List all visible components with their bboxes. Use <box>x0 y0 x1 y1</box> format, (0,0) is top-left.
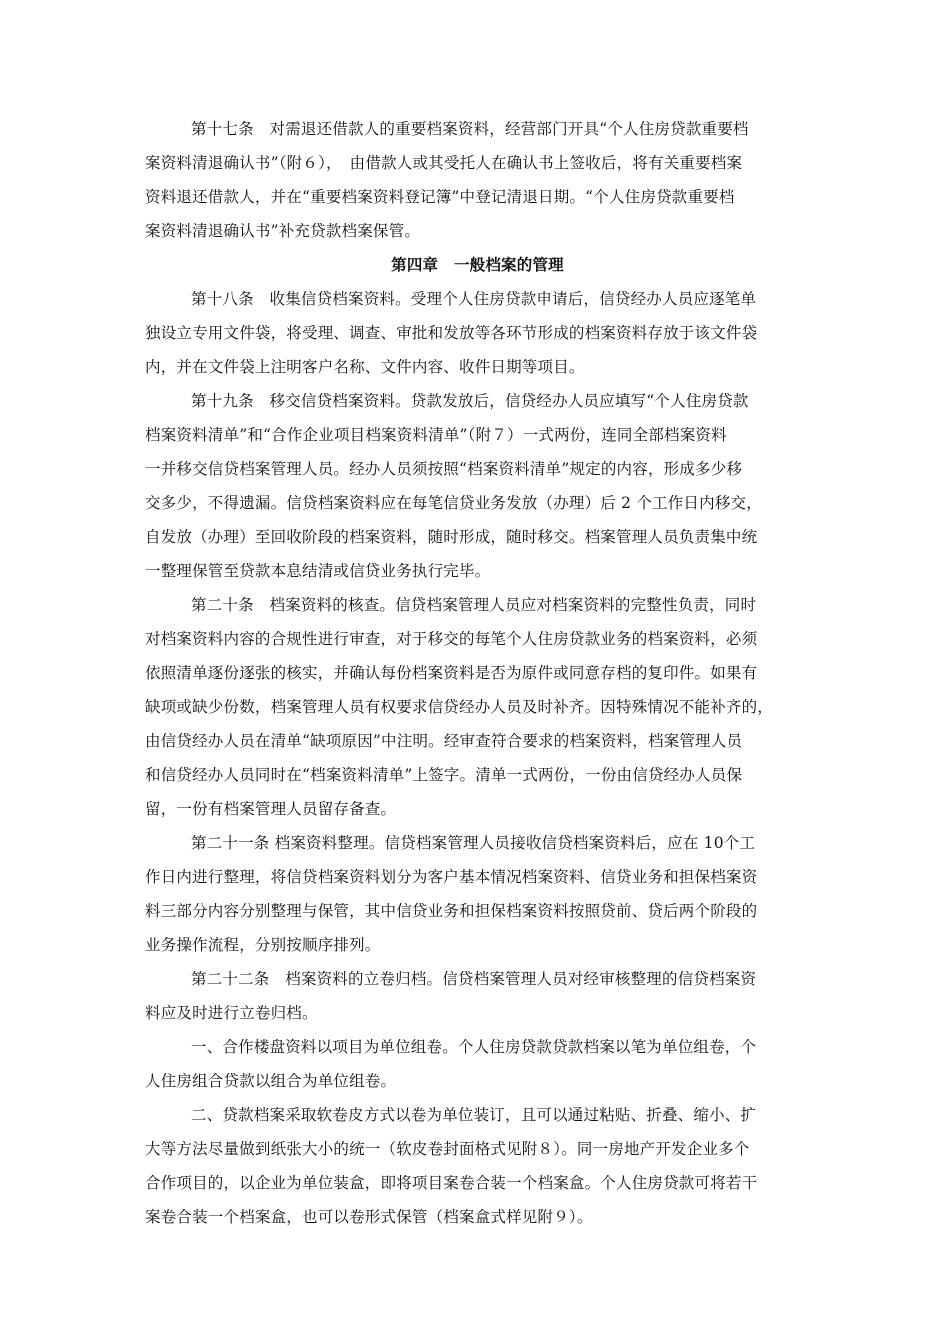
article-21-line-4: 业务操作流程，分别按顺序排列。 <box>145 936 381 954</box>
article-17-line-3: 资料退还借款人，并在“重要档案资料登记簿”中登记清退日期。“个人住房贷款重要档 <box>145 188 735 206</box>
article-17-line-1: 第十七条 对需退还借款人的重要档案资料，经营部门开具“个人住房贷款重要档 <box>191 120 749 138</box>
article-18-line-2: 独设立专用文件袋，将受理、调查、审批和发放等各环节形成的档案资料存放于该文件袋 <box>145 324 758 342</box>
article-21-line-1: 第二十一条 档案资料整理。信贷档案管理人员接收信贷档案资料后，应在 10个工 <box>191 834 756 852</box>
clause-2-line-1: 二、贷款档案采取软卷皮方式以卷为单位装订，且可以通过粘贴、折叠、缩小、扩 <box>191 1106 757 1124</box>
article-20-line-6: 和信贷经办人员同时在“档案资料清单”上签字。清单一式两份，一份由信贷经办人员保 <box>145 766 743 784</box>
chapter-4-heading: 第四章 一般档案的管理 <box>391 255 564 274</box>
document-body <box>145 112 810 1234</box>
article-18-line-1: 第十八条 收集信贷档案资料。受理个人住房贷款申请后，信贷经办人员应逐笔单 <box>191 290 757 308</box>
article-19-line-4: 交多少，不得遗漏。信贷档案资料应在每笔信贷业务发放（办理）后 2 个工作日内移交， <box>145 494 762 512</box>
article-18-line-3: 内，并在文件袋上注明客户名称、文件内容、收件日期等项目。 <box>145 358 585 376</box>
article-17-line-2: 案资料清退确认书”（附６）， 由借款人或其受托人在确认书上签收后，将有关重要档案 <box>145 154 743 172</box>
article-20-line-4: 缺项或缺少份数，档案管理人员有权要求信贷经办人员及时补齐。因特殊情况不能补齐的， <box>145 698 774 716</box>
clause-2-line-4: 案卷合装一个档案盒，也可以卷形式保管（档案盒式样见附９）。 <box>145 1208 593 1226</box>
article-17-line-4: 案资料清退确认书”补充贷款档案保管。 <box>145 222 421 240</box>
clause-1-line-1: 一、合作楼盘资料以项目为单位组卷。个人住房贷款贷款档案以笔为单位组卷，个 <box>191 1038 757 1056</box>
article-22-line-2: 料应及时进行立卷归档。 <box>145 1004 318 1022</box>
article-19-line-5: 自发放（办理）至回收阶段的档案资料，随时形成，随时移交。档案管理人员负责集中统 <box>145 528 758 546</box>
clause-1-line-2: 人住房组合贷款以组合为单位组卷。 <box>145 1072 397 1090</box>
article-19-line-6: 一整理保管至贷款本息结清或信贷业务执行完毕。 <box>145 562 491 580</box>
clause-2-line-3: 合作项目的，以企业为单位装盒，即将项目案卷合装一个档案盒。个人住房贷款可将若干 <box>145 1174 758 1192</box>
article-22-line-1: 第二十二条 档案资料的立卷归档。信贷档案管理人员对经审核整理的信贷档案资 <box>191 970 757 988</box>
article-19-line-2: 档案资料清单”和“合作企业项目档案资料清单”（附７）一式两份，连同全部档案资料 <box>145 426 727 444</box>
article-20-line-5: 由信贷经办人员在清单“缺项原因”中注明。经审查符合要求的档案资料，档案管理人员 <box>145 732 743 750</box>
article-19-line-1: 第十九条 移交信贷档案资料。贷款发放后，信贷经办人员应填写“个人住房贷款 <box>191 392 749 410</box>
document-page <box>145 112 810 1234</box>
article-21-line-2: 作日内进行整理，将信贷档案资料划分为客户基本情况档案资料、信贷业务和担保档案资 <box>145 868 758 886</box>
article-21-line-3: 料三部分内容分别整理与保管，其中信贷业务和担保档案资料按照贷前、贷后两个阶段的 <box>145 902 758 920</box>
article-20-line-1: 第二十条 档案资料的核查。信贷档案管理人员应对档案资料的完整性负责，同时 <box>191 596 757 614</box>
article-20-line-3: 依照清单逐份逐张的核实，并确认每份档案资料是否为原件或同意存档的复印件。如果有 <box>145 664 758 682</box>
clause-2-line-2: 大等方法尽量做到纸张大小的统一（软皮卷封面格式见附８）。同一房地产开发企业多个 <box>145 1140 750 1158</box>
article-20-line-7: 留，一份有档案管理人员留存备查。 <box>145 800 397 818</box>
article-19-line-3: 一并移交信贷档案管理人员。经办人员须按照“档案资料清单”规定的内容，形成多少移 <box>145 460 743 478</box>
article-20-line-2: 对档案资料内容的合规性进行审查，对于移交的每笔个人住房贷款业务的档案资料，必须 <box>145 630 758 648</box>
